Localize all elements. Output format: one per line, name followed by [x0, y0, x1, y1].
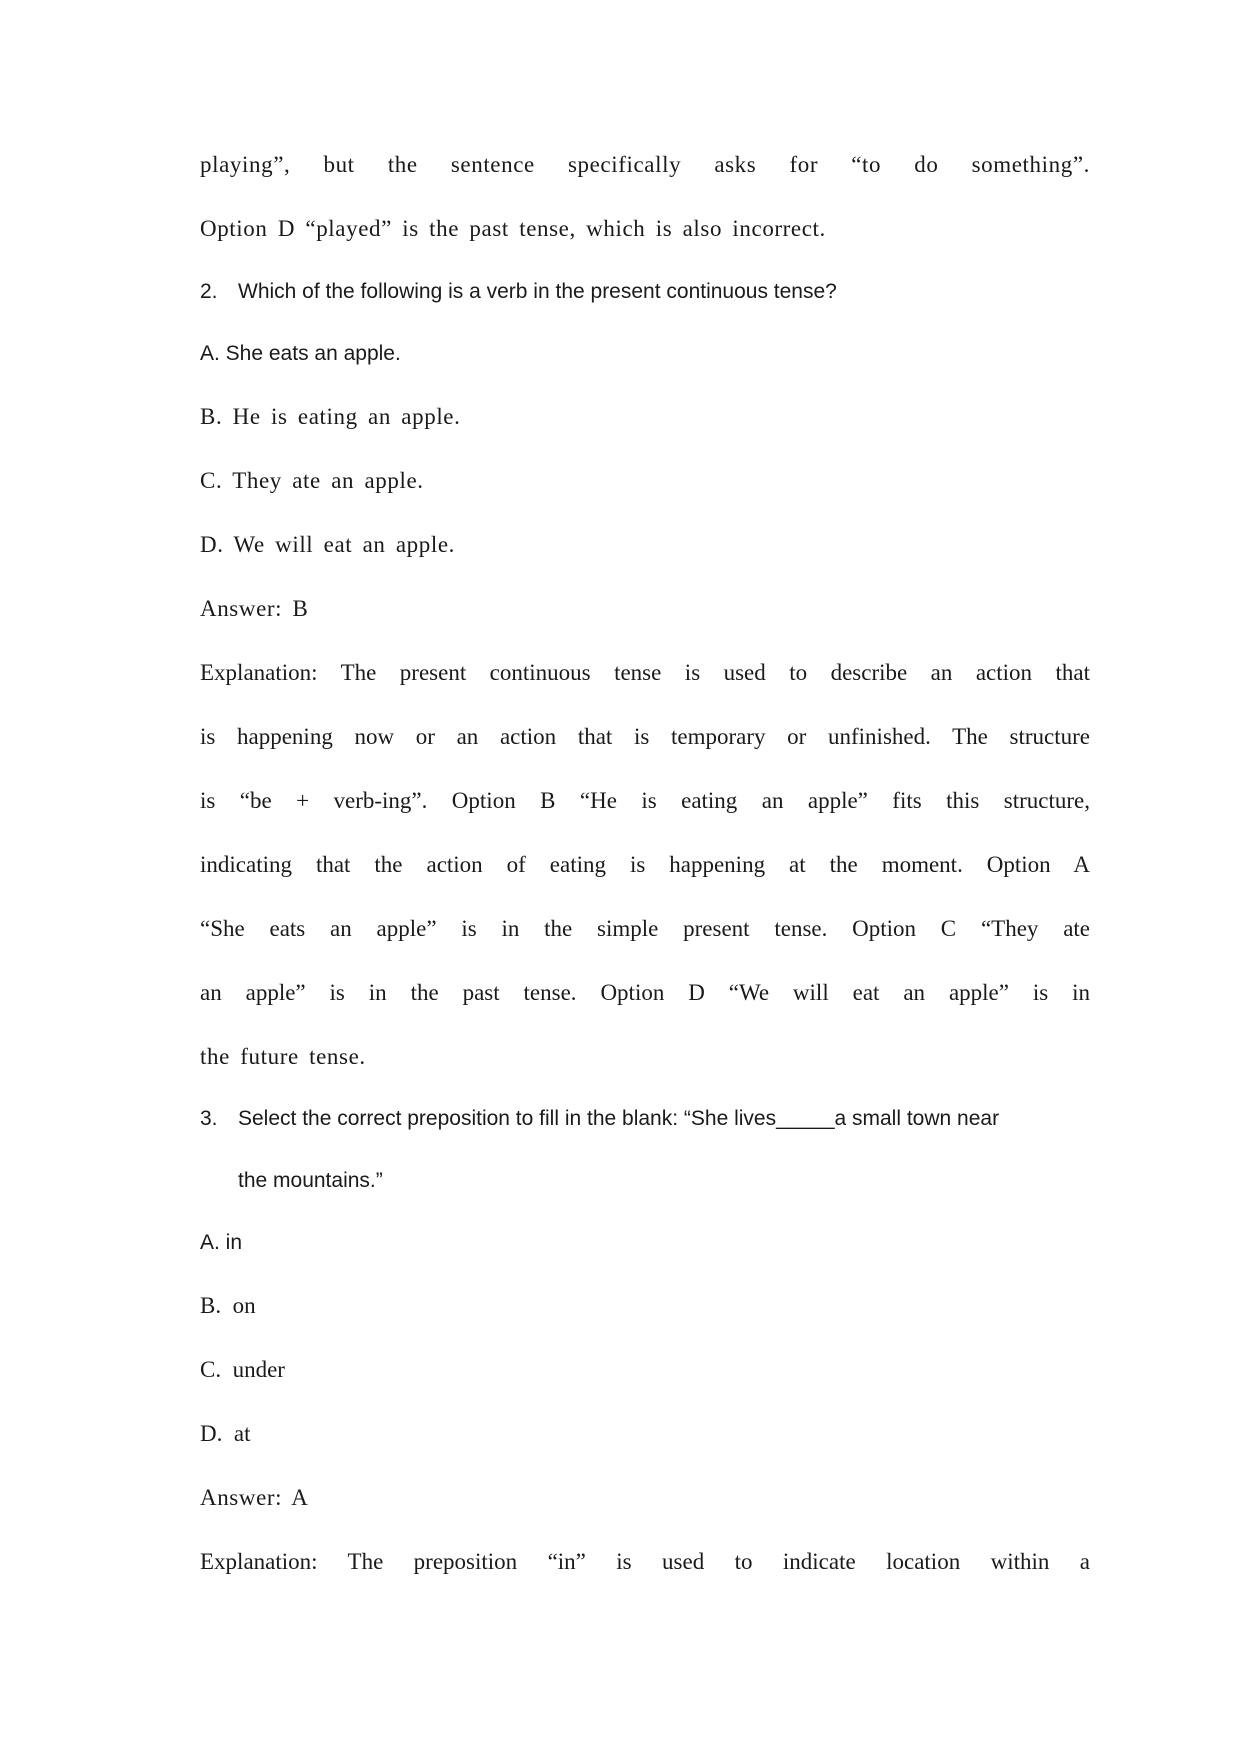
question-2 — [200, 277, 1090, 307]
q2-option-b: B. He is eating an apple. — [200, 404, 461, 429]
q3-option-b: B. on — [200, 1293, 256, 1318]
q3-option-a: A. in — [200, 1231, 243, 1254]
prev-explanation-line-1: playing”, but the sentence specifically asks for “to do something”. — [200, 152, 1090, 177]
question-3 — [200, 1104, 1090, 1134]
q2-answer: Answer: B — [200, 596, 309, 621]
question-2-text: Which of the following is a verb in the present continuous tense? — [238, 280, 837, 303]
q2-explanation-line-4: indicating that the action of eating is happening at the moment. Option A — [200, 852, 1090, 877]
q3-option-c: C. under — [200, 1357, 285, 1382]
q3-explanation-line-1: Explanation: The preposition “in” is used to indicate location within a — [200, 1549, 1090, 1574]
q2-explanation-line-7: the future tense. — [200, 1044, 366, 1069]
q2-explanation-line-1: Explanation: The present continuous tense is used to describe an action that — [200, 660, 1090, 685]
q2-option-d: D. We will eat an apple. — [200, 532, 456, 557]
q3-answer: Answer: A — [200, 1485, 309, 1510]
q2-explanation-line-3: is “be + verb-ing”. Option B “He is eating an apple” fits this structure, — [200, 788, 1090, 813]
q2-explanation-line-6: an apple” is in the past tense. Option D “We will eat an apple” is in — [200, 980, 1090, 1005]
q2-option-a: A. She eats an apple. — [200, 342, 401, 365]
q2-explanation-line-5: “She eats an apple” is in the simple present tense. Option C “They ate — [200, 916, 1090, 941]
question-3-text-line-1: Select the correct preposition to fill in the blank: “She lives_____a small town near — [238, 1107, 1000, 1130]
question-3-number: 3. — [200, 1107, 218, 1130]
question-3-text-line-2: the mountains.” — [238, 1169, 383, 1192]
q2-option-c: C. They ate an apple. — [200, 468, 424, 493]
q2-explanation-line-2: is happening now or an action that is temporary or unfinished. The structure — [200, 724, 1090, 749]
question-2-number: 2. — [200, 280, 218, 303]
q3-option-d: D. at — [200, 1421, 251, 1446]
prev-explanation-line-2: Option D “played” is the past tense, which is also incorrect. — [200, 216, 826, 241]
